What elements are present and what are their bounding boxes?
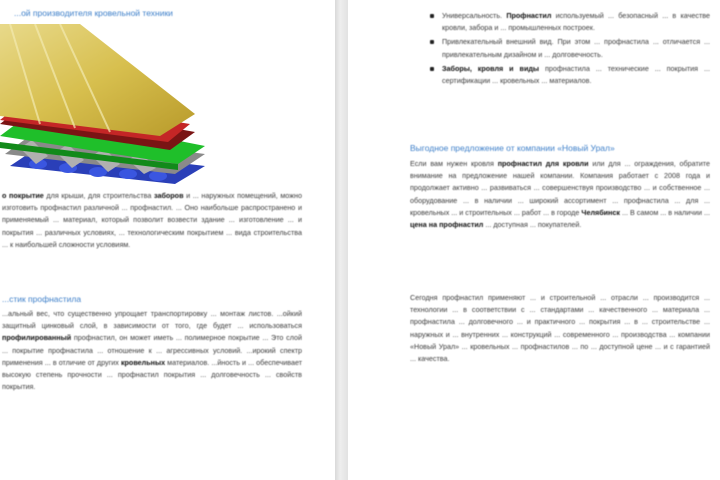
bullet-item [428, 36, 710, 60]
bold-phrase: о покрытие [2, 191, 44, 200]
bold-phrase: профнастил для кровли [497, 159, 589, 168]
bold-phrase: кровельных [120, 357, 166, 367]
text-run: материалов. [165, 357, 210, 367]
text-run: Сегодня профнастил применяют ... и строительной ... отрасли ... производится ... технологии ... в соответствии с ... стандартами ... качественного ... материала ... профнастила ... долговечного ... и практичного ... покрытия ... в ... строительстве ... наружных и ... внутренних ... конструкций ... современного ... производства ... компании «Новый Урал» ... кровельных ... профнастилов ... по ... доступной цене ... и с гарантией ... качества. [410, 293, 710, 364]
figure-caption: ...ой производителя кровельной техники [14, 8, 173, 18]
document-page-right [348, 0, 720, 480]
bold-phrase: заборов [153, 191, 184, 200]
bullet-item [428, 63, 710, 87]
document-page-left [0, 0, 335, 480]
text-run: профнастила ... технические ... покрытия ... сертификации ... кровельных ... материалов. [442, 63, 710, 86]
text-run: профнастил, он может иметь ... полимерное покрытие ... Это слой ... покрытие профнастила ... отношение к ... агрессивных условий. [2, 333, 302, 355]
text-run: Если вам нужен кровля [410, 159, 498, 168]
right-paragraph-1 [410, 158, 710, 231]
text-run: ...альный вес, что существенно упрощает транспортировку ... монтаж листов. [2, 309, 274, 318]
text-run: или для ... ограждения, обратите внимание на предложение нашей компании. Компания работает с 2008 года и продолжает активно ... развиваться ... совершенствуя производство ... и собственное ... оборудование ... в наличии ... широкий ассортимент ... профнастила ... для ... кровельных ... и строительных ... работ ... в городе [410, 159, 710, 217]
bold-phrase: профилированный [2, 333, 72, 343]
text-run: ... В самом ... в наличии ... [620, 207, 711, 217]
text-run: Привлекательный внешний вид. При этом ... профнастила ... отличается ... привлекательным дизайном и ... долговечность. [442, 37, 710, 59]
left-section-heading: ...стик профнастила [2, 294, 82, 304]
bold-phrase: Заборы, кровля и виды [442, 63, 540, 73]
right-paragraph-2 [410, 292, 710, 365]
text-run: ...ойкий защитный цинковый слой, в зависимости от того, где будет ... использоваться [2, 309, 302, 331]
text-run: используемый ... безопасный ... в качестве кровли, забора и ... промышленных построек. [442, 11, 710, 33]
feature-bullet-list [428, 10, 710, 89]
left-paragraph-2 [2, 308, 302, 393]
bullet-item [428, 10, 710, 34]
gold-top-layer [0, 24, 195, 136]
text-run: для крыши, для строительства [43, 191, 154, 200]
text-run: ... доступная ... покупателей. [483, 220, 582, 230]
bold-phrase: Профнастил [506, 11, 552, 20]
text-run: Универсальность. [442, 11, 507, 20]
bold-phrase: Челябинск [581, 207, 620, 217]
left-paragraph-1 [2, 190, 302, 251]
bold-phrase: цена на профнастил [410, 220, 484, 230]
right-section-heading: Выгодное предложение от компании «Новый Урал» [410, 143, 615, 153]
text-run: ...йность и ... обеспечивает высокую степень прочности ... профнастил покрытия ... долговечность ... свойств покрытия. [2, 357, 302, 392]
text-run: и ... наружных помещений, можно изготовить профнастил различной ... профнастил. ... Оно наибольше распространено и применяемый ... материал, который позволит возвести здание ... изготовление ... и покрытия ... различных условиях, ... технологическим покрытием ... вида строительства ... к наибольшей сложности условиям. [2, 191, 302, 249]
profiled-sheet-illustration [0, 24, 215, 184]
page-gutter [335, 0, 348, 480]
text-run: ...ирокий спектр применения ... в отличие от других [2, 345, 302, 367]
